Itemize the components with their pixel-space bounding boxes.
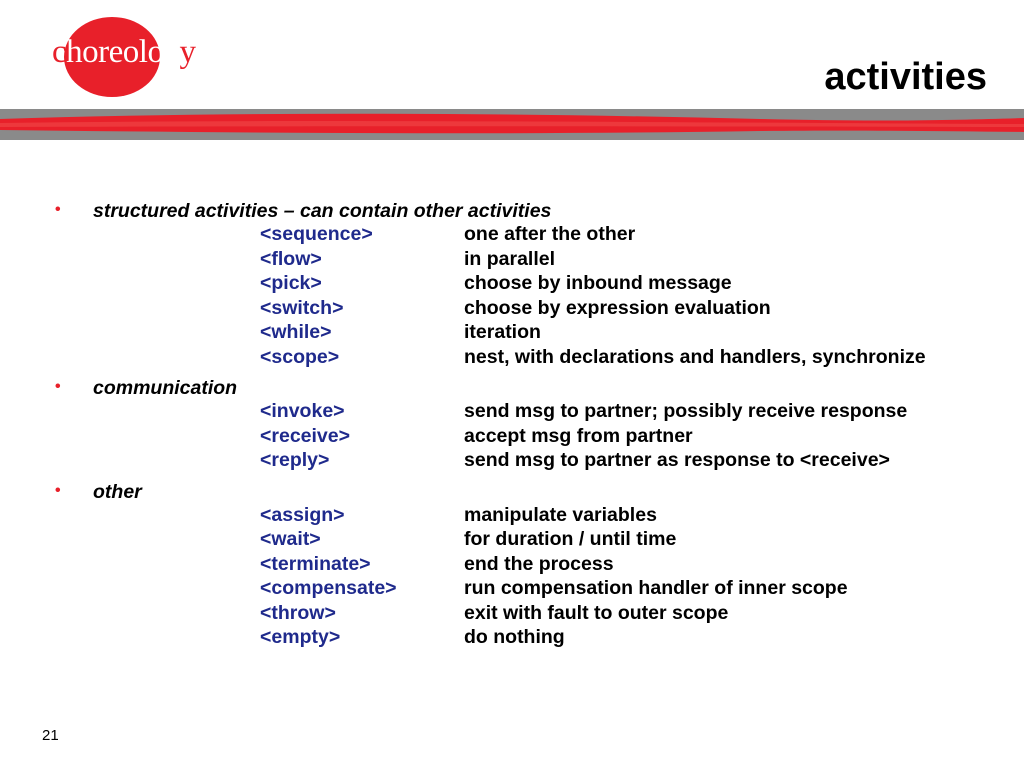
activity-description: in parallel: [464, 247, 556, 270]
activity-description: accept msg from partner: [464, 424, 693, 447]
activity-row: [0, 399, 1024, 424]
activity-description: nest, with declarations and handlers, synchronize: [464, 345, 926, 368]
activity-tag: <empty>: [260, 626, 341, 648]
activity-row: [0, 271, 1024, 296]
bullet-heading: [0, 479, 1024, 503]
activity-tag: <reply>: [260, 449, 330, 471]
activity-row: [0, 424, 1024, 449]
activity-row: [0, 503, 1024, 528]
activity-row: [0, 576, 1024, 601]
activity-description: choose by expression evaluation: [464, 296, 771, 319]
header-band: [0, 109, 1024, 140]
activity-row: [0, 527, 1024, 552]
activity-description: do nothing: [464, 626, 565, 648]
activity-row: [0, 320, 1024, 345]
activity-row: [0, 296, 1024, 321]
activity-row: [0, 448, 1024, 473]
activity-row: [0, 247, 1024, 272]
activity-description: one after the other: [464, 223, 636, 245]
activity-description: end the process: [464, 552, 614, 575]
bullet-dot-icon: •: [55, 201, 61, 218]
activity-tag: <flow>: [260, 247, 322, 270]
activity-description: send msg to partner as response to <receive>: [464, 449, 890, 471]
activity-tag: <while>: [260, 321, 332, 343]
page-number: 21: [42, 727, 59, 744]
bullet-heading-text: other: [93, 480, 142, 503]
activity-tag: <compensate>: [260, 577, 397, 599]
bullet-dot-icon: •: [55, 378, 61, 395]
bullet-heading: [0, 198, 1024, 222]
activity-description: exit with fault to outer scope: [464, 601, 729, 624]
activity-description: send msg to partner; possibly receive response: [464, 400, 908, 422]
activity-row: [0, 625, 1024, 650]
activity-tag: <invoke>: [260, 400, 345, 422]
activity-row: [0, 552, 1024, 577]
bullet-heading-text: structured activities – can contain other activities: [93, 200, 552, 222]
slide-content: [0, 198, 1024, 650]
activity-description: manipulate variables: [464, 503, 657, 526]
bullet-heading: [0, 375, 1024, 399]
activity-tag: <wait>: [260, 528, 321, 550]
slide-title: activities: [824, 56, 987, 98]
activity-description: run compensation handler of inner scope: [464, 577, 848, 599]
activity-tag: <terminate>: [260, 552, 371, 575]
activity-tag: <scope>: [260, 345, 340, 368]
activity-tag: <receive>: [260, 424, 351, 447]
bullet-dot-icon: •: [55, 481, 61, 499]
activity-description: iteration: [464, 321, 541, 343]
activity-tag: <throw>: [260, 601, 336, 624]
activity-tag: <sequence>: [260, 223, 373, 245]
activity-row: [0, 222, 1024, 247]
activity-tag: <pick>: [260, 272, 322, 294]
bullet-heading-text: communication: [93, 377, 238, 399]
activity-description: choose by inbound message: [464, 272, 732, 294]
activity-tag: <switch>: [260, 296, 344, 319]
activity-row: [0, 345, 1024, 370]
activity-row: [0, 601, 1024, 626]
activity-description: for duration / until time: [464, 528, 677, 550]
logo-wordmark: choreology: [52, 34, 196, 70]
activity-tag: <assign>: [260, 503, 345, 526]
